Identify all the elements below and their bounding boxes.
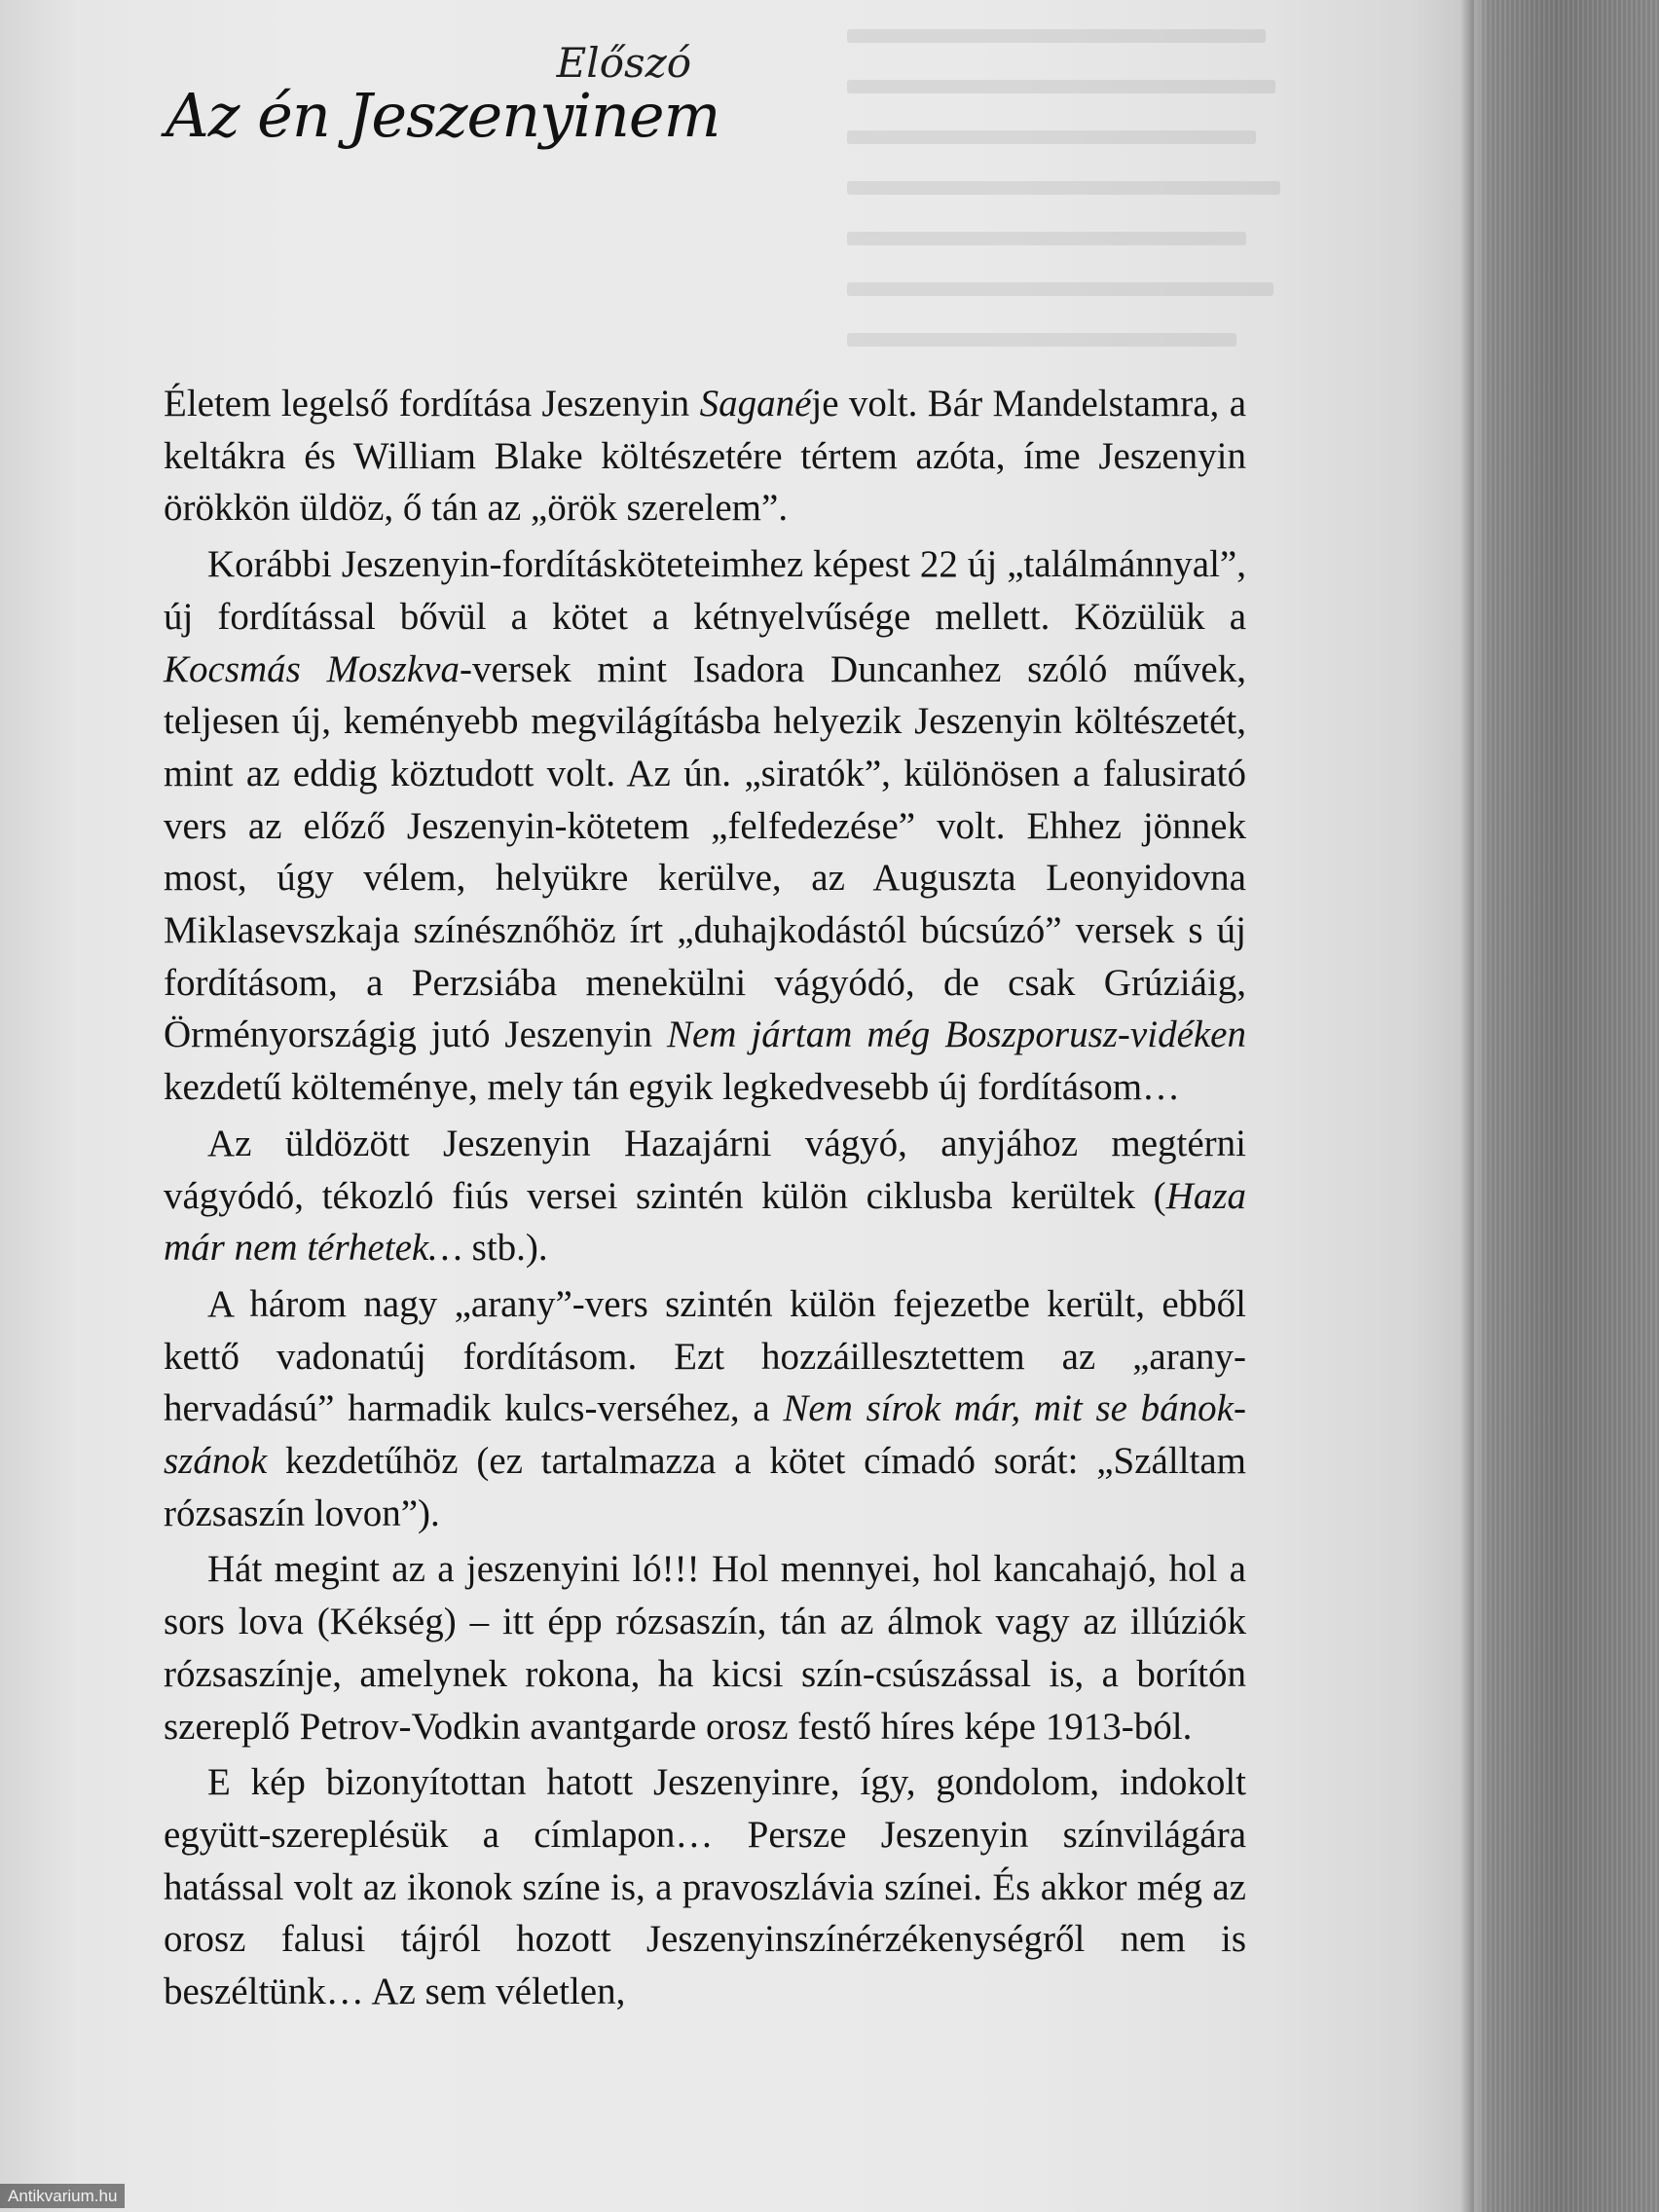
italic-title-run: Sagané [699,383,812,424]
body-paragraph [164,1118,1246,1274]
italic-title-run: Kocsmás Moszkva [164,647,460,690]
text-run: -versek mint Isadora Duncanhez szóló művek, teljesen új, keményebb megvilágításba helyezik Jeszenyin költészetét, mint az eddig köztudott volt. Az ún. „siratók”, különösen a falusirató vers az előző Jeszenyin-kötetem „felfedezése” volt. Ehhez jönnek most, úgy vélem, helyükre kerülve, az Auguszta Leonyidovna Miklasevszkaja színésznőhöz írt „duhajkodástól búcsúzó” versek s új fordításom, a Perzsiába menekülni vágyódó, de csak Grúziáig, Örményországig jutó Jeszenyin [164,647,1246,1056]
bleed-through-text [847,29,1285,399]
italic-title-run: Haza már nem térhetek… [164,1174,1246,1270]
text-run: A három nagy „arany”-vers szintén külön fejezetbe került, ebből kettő vadonatúj fordításom. Ezt hozzáillesztettem az „arany-hervadású” harmadik kulcs-verséhez, a [164,1282,1246,1430]
bleed-line [847,80,1275,93]
bleed-line [847,181,1280,195]
text-run: kezdetűhöz (ez tartalmazza a kötet címadó sorát: „Szálltam rózsaszín lovon”). [164,1440,1246,1534]
watermark: Antikvarium.hu [0,2184,125,2208]
text-run: Életem legelső fordítása Jeszenyin [164,383,700,424]
chapter-kicker: Előszó [556,39,691,87]
text-run: je volt. Bár Mandelstamra, a keltákra és William Blake költészetére tértem azóta, íme Jeszenyin örökkön üldöz, ő tán az „örök szerelem”. [164,383,1247,530]
text-run: Hát megint az a jeszenyini ló!!! Hol mennyei, hol kancahajó, hol a sors lova (Kékség) – itt épp rózsaszín, tán az álmok vagy az illúziók rózsaszínje, amelynek rokona, ha kicsi szín-csúszással is, a borítón szereplő Petrov-Vodkin avantgarde orosz festő híres képe 1913-ból. [164,1548,1246,1748]
body-paragraph [164,378,1246,535]
text-run: kezdetű költeménye, mely tán egyik legkedvesebb új fordításom… [164,1066,1181,1109]
bleed-line [847,333,1236,347]
body-paragraph [164,1756,1246,2018]
text-run: Korábbi Jeszenyin-fordításköteteimhez képest 22 új „találmánnyal”, új fordítással bővül a kötet a kétnyelvűsége mellett. Közülük a [164,543,1246,638]
body-text [164,378,1246,2022]
bleed-line [847,282,1273,296]
italic-title-run: Nem jártam még Boszporusz-vidéken [666,1014,1246,1056]
chapter-heading [166,33,720,160]
chapter-title: Az én Jeszenyinem [166,80,720,151]
book-fold-shadow [1460,0,1474,2212]
text-run: Az üldözött Jeszenyin Hazajárni vágyó, anyjához megtérni vágyódó, tékozló fiús versei szintén külön ciklusba kerültek ( [164,1122,1246,1217]
italic-title-run: Nem sírok már, mit se bánok-szánok [164,1387,1246,1483]
bleed-line [847,232,1246,245]
bleed-line [847,130,1256,144]
bleed-line [847,29,1266,43]
body-paragraph [164,538,1246,1114]
body-paragraph [164,1543,1246,1752]
body-paragraph [164,1278,1246,1540]
facing-page-edge [1480,0,1659,2212]
text-run: E kép bizonyítottan hatott Jeszenyinre, így, gondolom, indokolt együtt-szereplésük a címlapon… Persze Jeszenyin színvilágára hatással volt az ikonok színe is, a pravoszlávia színei. És akkor még az orosz falusi tájról hozott Jeszenyinszínérzékenységről nem is beszéltünk… Az sem véletlen, [164,1761,1246,2013]
text-run: stb.). [461,1227,548,1270]
